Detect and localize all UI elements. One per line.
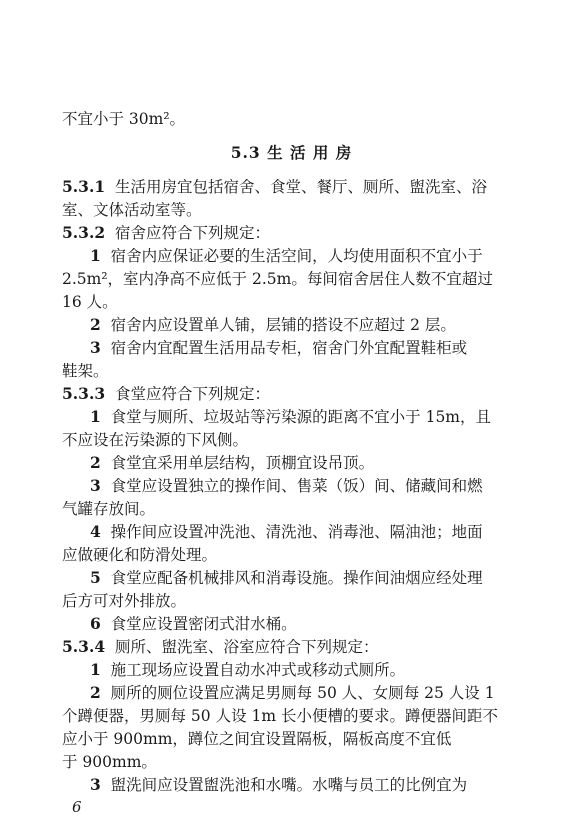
text-line: 后方可对外排放。 — [62, 592, 187, 610]
text-line: 应小于 900mm，蹲位之间宜设置隔板，隔板高度不宜低 — [62, 730, 452, 748]
text-line: 不应设在污染源的下风侧。 — [62, 431, 249, 449]
item-number: 2 — [90, 683, 101, 702]
item-line: 3 宿舍内宜配置生活用品专柜，宿舍门外宜配置鞋柜或 — [90, 338, 468, 357]
item-number: 1 — [90, 246, 101, 265]
item-line: 4 操作间应设置冲洗池、清洗池、消毒池、隔油池；地面 — [90, 522, 483, 541]
item-line: 5 食堂应配备机械排风和消毒设施。操作间油烟应经处理 — [90, 568, 483, 587]
item-number: 6 — [90, 614, 101, 633]
text-line: 气罐存放间。 — [62, 500, 156, 518]
page-number: 6 — [72, 798, 82, 816]
clause-number: 5.3.2 — [62, 223, 106, 242]
item-number: 3 — [90, 476, 101, 495]
item-number: 2 — [90, 453, 101, 472]
text-line: 鞋架。 — [62, 362, 109, 380]
text-line: 16 人。 — [62, 293, 118, 311]
item-line: 3 盥洗间应设置盥洗池和水嘴。水嘴与员工的比例宜为 — [90, 775, 468, 794]
clause-5-3-4: 5.3.4 厕所、盥洗室、浴室应符合下列规定： — [62, 637, 379, 656]
text-line: 室、文体活动室等。 — [62, 201, 202, 219]
text-line: 于 900mm。 — [62, 753, 157, 771]
clause-number: 5.3.1 — [62, 177, 106, 196]
clause-number: 5.3.3 — [62, 384, 106, 403]
item-line: 2 宿舍内应设置单人铺，层铺的搭设不应超过 2 层。 — [90, 315, 456, 334]
text-line: 不宜小于 30m²。 — [62, 110, 186, 128]
item-line: 1 宿舍内应保证必要的生活空间，人均使用面积不宜小于 — [90, 246, 483, 265]
text-line: 2.5m²，室内净高不应低于 2.5m。每间宿舍居住人数不宜超过 — [62, 270, 493, 288]
item-number: 1 — [90, 407, 101, 426]
item-number: 4 — [90, 522, 101, 541]
item-line: 3 食堂应设置独立的操作间、售菜（饭）间、储藏间和燃 — [90, 476, 483, 495]
text-line: 应做硬化和防滑处理。 — [62, 546, 218, 564]
text-line: 个蹲便器，男厕每 50 人设 1m 长小便槽的要求。蹲便器间距不 — [62, 707, 498, 725]
item-number: 5 — [90, 568, 101, 587]
section-title: 5.3 生 活 用 房 — [230, 143, 353, 162]
item-line: 2 食堂宜采用单层结构，顶棚宜设吊顶。 — [90, 453, 375, 472]
item-number: 3 — [90, 338, 101, 357]
clause-5-3-2: 5.3.2 宿舍应符合下列规定： — [62, 223, 271, 242]
clause-5-3-1: 5.3.1 生活用房宜包括宿舍、食堂、餐厅、厕所、盥洗室、浴 — [62, 177, 488, 196]
clause-5-3-3: 5.3.3 食堂应符合下列规定： — [62, 384, 271, 403]
item-number: 3 — [90, 775, 101, 794]
item-number: 1 — [90, 660, 101, 679]
clause-number: 5.3.4 — [62, 637, 106, 656]
item-line: 2 厕所的厕位设置应满足男厕每 50 人、女厕每 25 人设 1 — [90, 683, 495, 702]
item-line: 6 食堂应设置密闭式泔水桶。 — [90, 614, 297, 633]
item-line: 1 食堂与厕所、垃圾站等污染源的距离不宜小于 15m，且 — [90, 407, 492, 426]
item-line: 1 施工现场应设置自动水冲式或移动式厕所。 — [90, 660, 406, 679]
item-number: 2 — [90, 315, 101, 334]
